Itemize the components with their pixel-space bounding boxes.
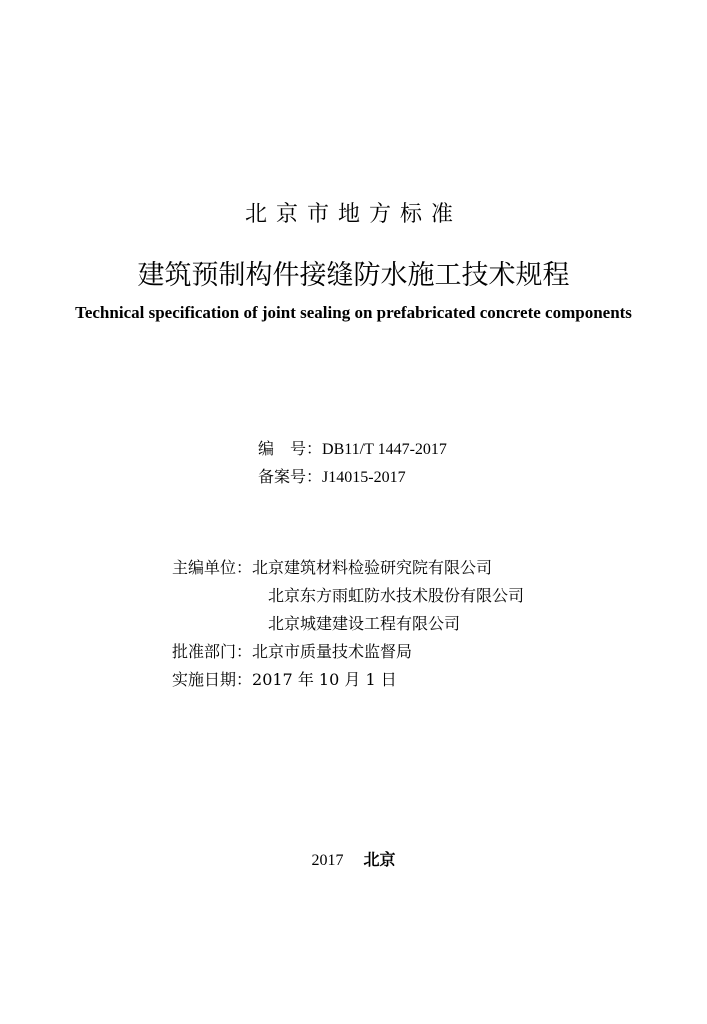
footer-city: 北京	[363, 850, 396, 869]
editor-org-1: 北京建筑材料检验研究院有限公司	[252, 558, 493, 577]
editor-org-3: 北京城建建设工程有限公司	[268, 614, 461, 633]
effective-date-value: 2017 年 10 月 1 日	[252, 670, 397, 689]
standard-code-label: 编 号：	[258, 439, 323, 458]
standard-category-heading: 北京市地方标准	[244, 202, 462, 227]
chinese-title: 建筑预制构件接缝防水施工技术规程	[137, 260, 570, 291]
approver-line	[172, 641, 412, 663]
editor-label: 主编单位：	[172, 558, 253, 577]
english-title: Technical specification of joint sealing on prefabricated concrete components	[75, 303, 632, 322]
record-number-value: J14015-2017	[322, 469, 406, 486]
standard-code-value: DB11/T 1447-2017	[322, 441, 447, 458]
footer	[0, 849, 707, 872]
approver-label: 批准部门：	[172, 642, 253, 661]
record-number-line	[258, 466, 406, 489]
editor-org-2: 北京东方雨虹防水技术股份有限公司	[268, 586, 525, 605]
record-number-label: 备案号：	[258, 467, 323, 486]
approver-value: 北京市质量技术监督局	[252, 642, 413, 661]
standard-code-line	[258, 438, 447, 461]
editor-line	[172, 557, 492, 579]
effective-date-line	[172, 669, 397, 691]
effective-date-label: 实施日期：	[172, 670, 253, 689]
footer-year: 2017	[311, 852, 344, 869]
